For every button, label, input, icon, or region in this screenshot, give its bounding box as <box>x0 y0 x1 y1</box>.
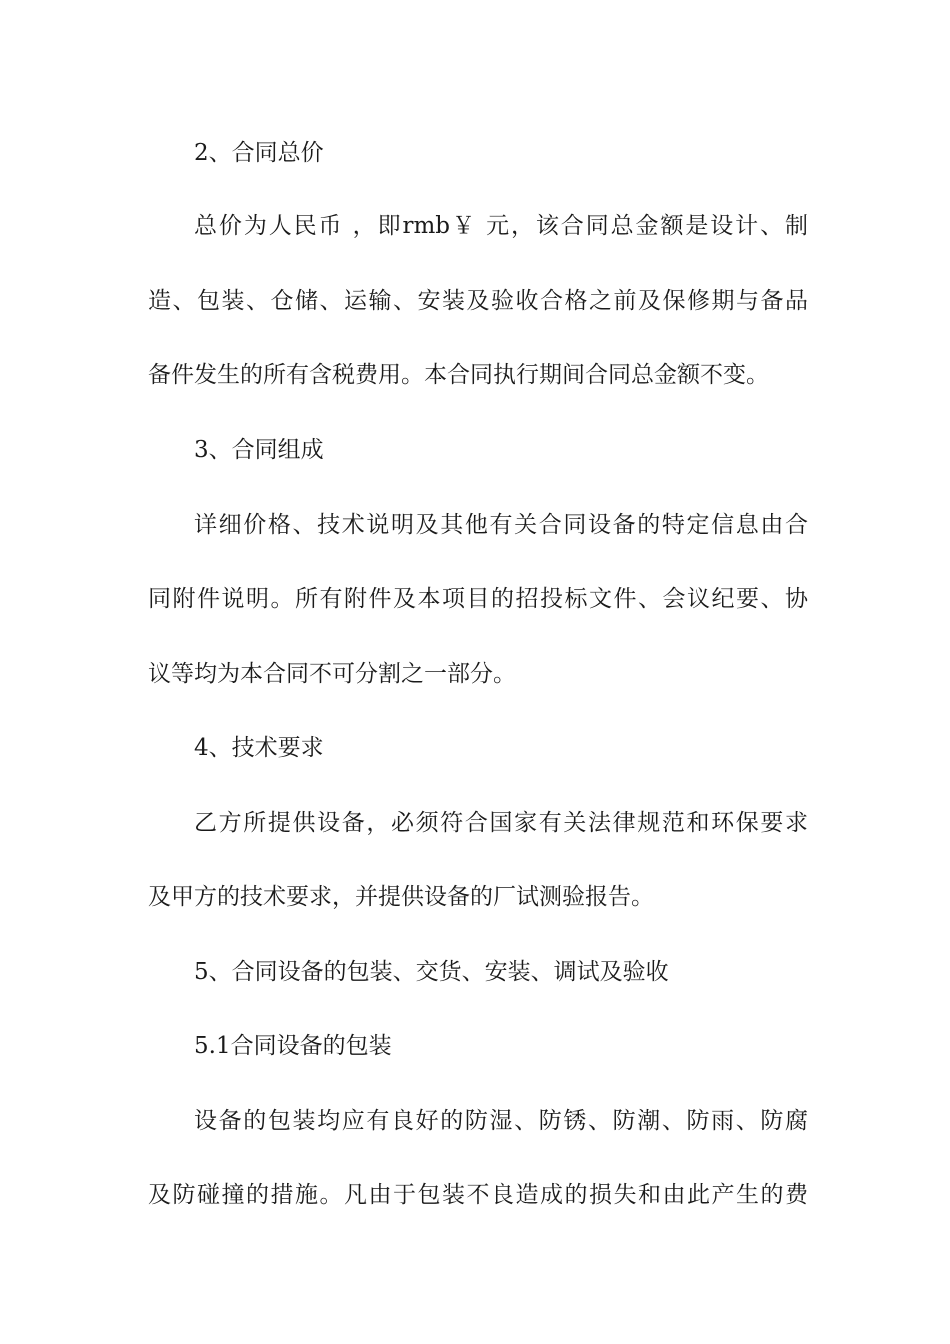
paragraph-line: 总价为人民币 ，即rmb￥ 元，该合同总金额是设计、制 <box>194 213 808 239</box>
paragraph-line: 同附件说明。所有附件及本项目的招投标文件、会议纪要、协 <box>148 586 808 612</box>
paragraph-line: 及甲方的技术要求，并提供设备的厂试测验报告。 <box>148 884 654 910</box>
section-heading-composition: 3、合同组成 <box>194 437 324 463</box>
paragraph-line: 详细价格、技术说明及其他有关合同设备的特定信息由合 <box>194 512 808 538</box>
paragraph-line: 及防碰撞的措施。凡由于包装不良造成的损失和由此产生的费 <box>148 1182 808 1208</box>
paragraph-line: 设备的包装均应有良好的防湿、防锈、防潮、防雨、防腐 <box>194 1108 808 1134</box>
paragraph-line: 议等均为本合同不可分割之一部分。 <box>148 661 516 687</box>
section-heading-packaging-delivery: 5、合同设备的包装、交货、安装、调试及验收 <box>194 959 669 985</box>
section-heading-total-price: 2、合同总价 <box>194 140 324 166</box>
paragraph-line: 造、包装、仓储、运输、安装及验收合格之前及保修期与备品 <box>148 288 808 314</box>
paragraph-line: 备件发生的所有含税费用。本合同执行期间合同总金额不变。 <box>148 362 769 388</box>
paragraph-line: 乙方所提供设备，必须符合国家有关法律规范和环保要求 <box>194 810 808 836</box>
subsection-heading-packaging: 5.1合同设备的包装 <box>194 1033 392 1059</box>
section-heading-technical: 4、技术要求 <box>194 735 324 761</box>
